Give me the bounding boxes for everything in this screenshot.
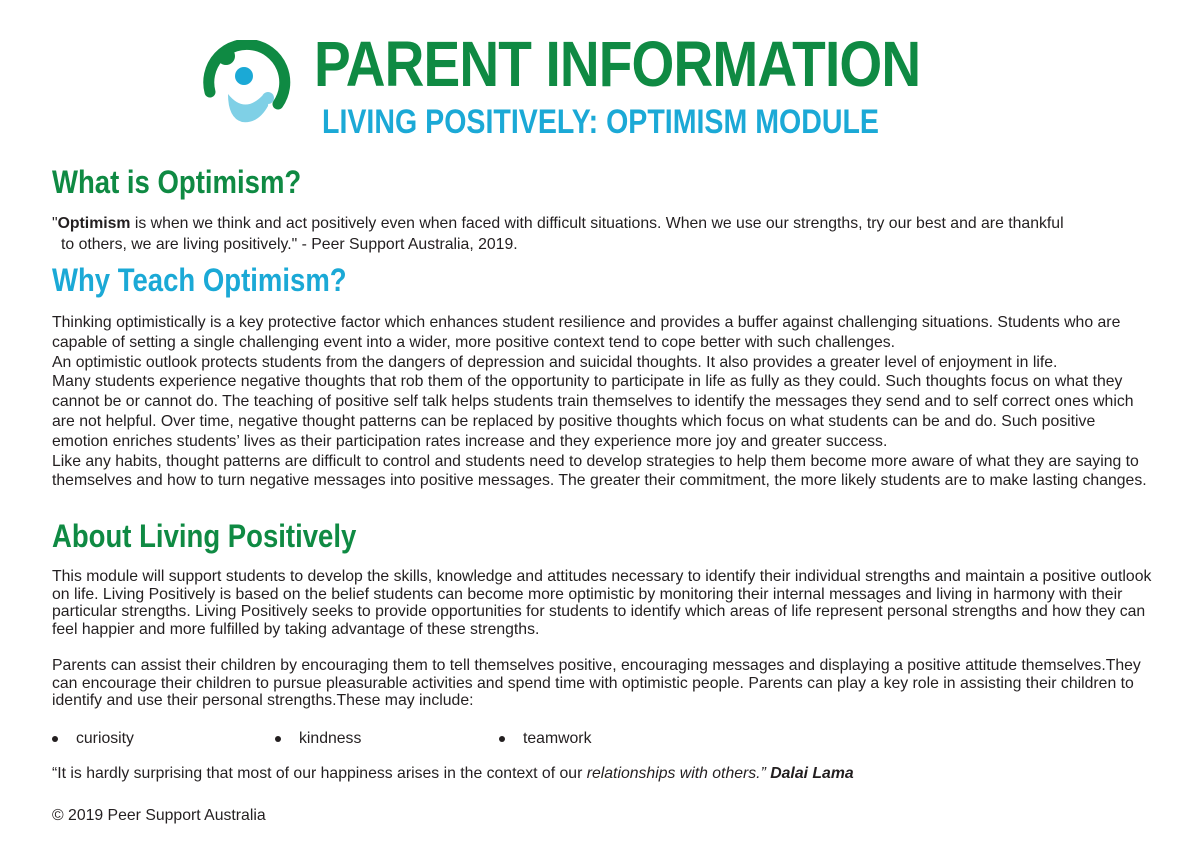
quote-author: Dalai Lama [770, 765, 854, 782]
peer-support-logo [198, 40, 292, 132]
bullet-dot [275, 736, 281, 742]
quote-text: “It is hardly surprising that most of our happiness arises in the context of our [52, 765, 587, 782]
strengths-list [52, 730, 852, 752]
copyright-notice: © 2019 Peer Support Australia [52, 807, 266, 824]
list-item-label: curiosity [76, 730, 134, 747]
list-item-label: teamwork [523, 730, 592, 747]
why-teach-paragraph: Like any habits, thought patterns are difficult to control and students need to develop strategies to help them become more aware of what they are saying to themselves and how to turn negative messages into positive messages. The greater their commitment, the more likely students are to make lasting changes. [52, 452, 1147, 490]
optimism-term: Optimism [57, 215, 131, 232]
section-heading-what-is-optimism: What is Optimism? [52, 164, 302, 200]
section-heading-why-teach: Why Teach Optimism? [52, 262, 347, 298]
page-subtitle: LIVING POSITIVELY: OPTIMISM MODULE [322, 103, 879, 141]
why-teach-body [52, 313, 1152, 491]
optimism-definition-quote [52, 213, 1152, 255]
dalai-lama-quote [52, 764, 854, 784]
list-item [499, 730, 591, 748]
section-heading-about-living-positively: About Living Positively [52, 518, 357, 554]
quote-mark: " [52, 215, 58, 232]
list-item [52, 730, 134, 748]
quote-italic: relationships with others.” [586, 765, 766, 782]
definition-text-line2: to others, we are living positively." - Peer Support Australia, 2019. [61, 236, 518, 253]
why-teach-paragraph: Many students experience negative thoughts that rob them of the opportunity to participate in life as fully as they could. Such thoughts focus on what they cannot be or cannot do. The teaching of positive self talk helps students train themselves to identify the messages they send and to self correct ones which are not helpful. Over time, negative thought patterns can be replaced by positive thoughts which focus on what students can be and do. Such positive emotion enriches students’ lives as their participation rates increase and they experience more joy and greater success. [52, 373, 1134, 450]
list-item [275, 730, 361, 748]
why-teach-paragraph: An optimistic outlook protects students from the dangers of depression and suicidal thoughts. It also provides a greater level of enjoyment in life. [52, 353, 1058, 371]
bullet-dot [499, 736, 505, 742]
page-title: PARENT INFORMATION [314, 28, 921, 100]
definition-text: is when we think and act positively even when faced with difficult situations. When we use our strengths, try our best and are thankful [130, 215, 1064, 232]
why-teach-paragraph: Thinking optimistically is a key protective factor which enhances student resilience and provides a buffer against challenging situations. Students who are capable of setting a single challenging event into a wider, more positive context tend to cope better with such challenges. [52, 314, 1121, 351]
list-item-label: kindness [299, 730, 362, 747]
about-paragraph-1: This module will support students to develop the skills, knowledge and attitudes necessary to identify their individual strengths and maintain a positive outlook on life. Living Positively is based on the belief students can become more optimistic by monitoring their internal messages and living in harmony with their particular strengths. Living Positively seeks to provide opportunities for students to identify which areas of life represent personal strengths and how they can feel happier and more fulfilled by taking advantage of these strengths. [52, 568, 1152, 638]
about-paragraph-2: Parents can assist their children by encouraging them to tell themselves positive, encouraging messages and displaying a positive attitude themselves.They can encourage their children to pursue pleasurable activities and spend time with optimistic people. Parents can play a key role in assisting their children to identify and use their personal strengths.These may include: [52, 657, 1141, 710]
bullet-dot [52, 736, 58, 742]
